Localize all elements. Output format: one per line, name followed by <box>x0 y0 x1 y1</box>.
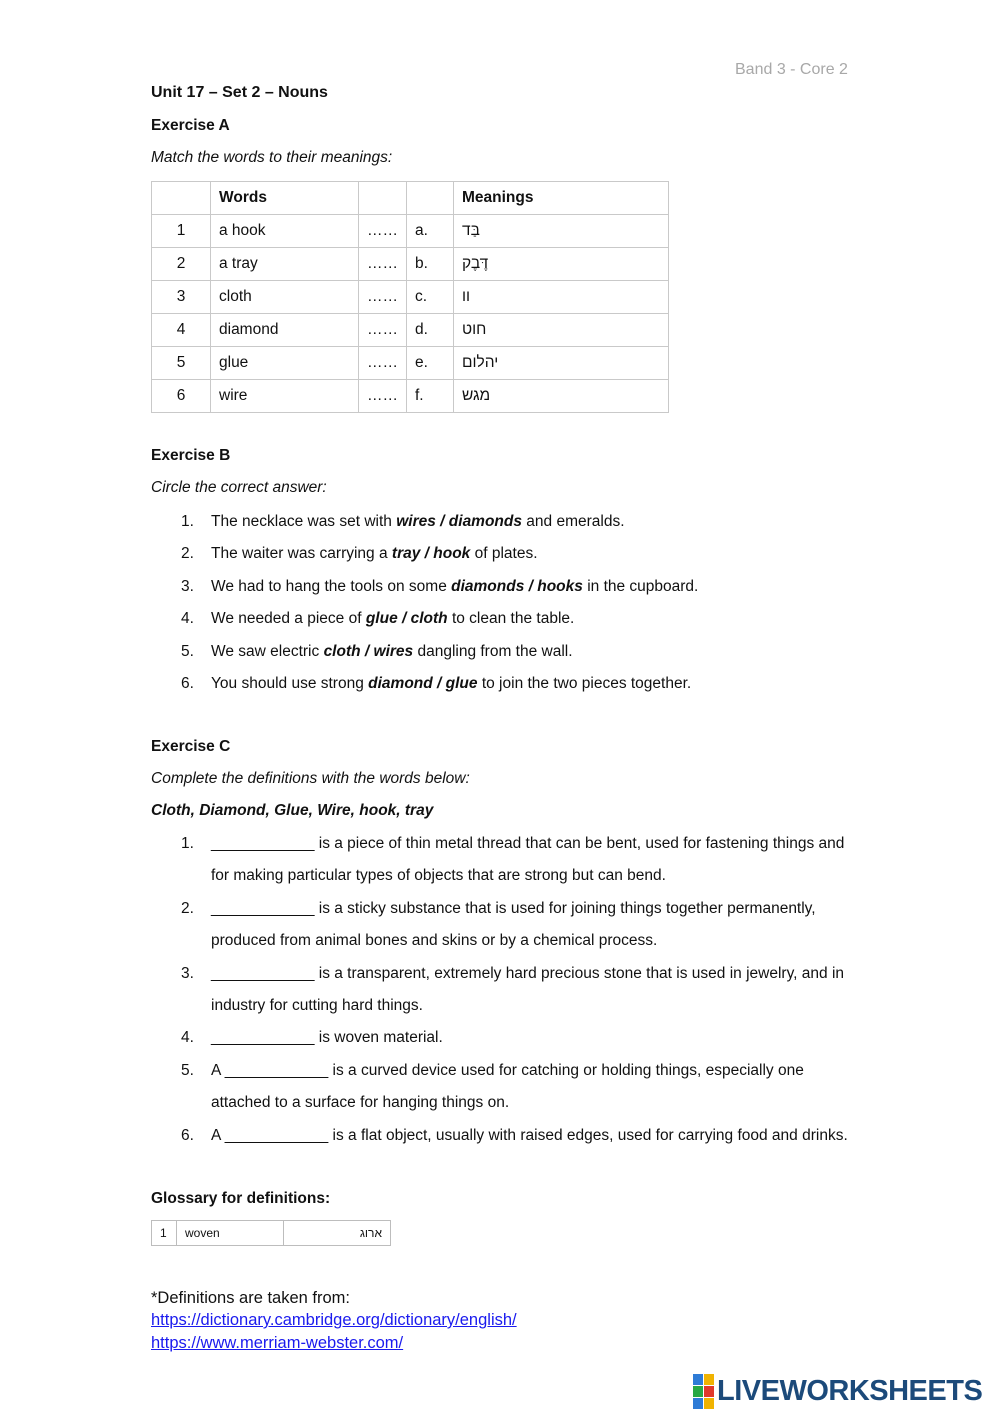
meaning-letter: d. <box>407 314 454 347</box>
glossary-number: 1 <box>152 1221 177 1246</box>
matching-table <box>151 181 669 413</box>
table-header-row <box>152 182 669 215</box>
word-cell: cloth <box>211 281 359 314</box>
list-item <box>181 958 861 1023</box>
item-number: 3. <box>181 577 194 595</box>
table-row <box>152 380 669 413</box>
item-number: 6. <box>181 674 194 692</box>
meaning-cell: דֶּבֶק <box>454 248 669 281</box>
answer-blank[interactable]: …… <box>359 347 407 380</box>
logo-text: LIVEWORKSHEETS <box>717 1375 983 1407</box>
row-number: 2 <box>152 248 211 281</box>
list-item <box>181 543 861 575</box>
glossary-meaning: ארוג <box>284 1221 391 1246</box>
row-number: 3 <box>152 281 211 314</box>
logo-square <box>704 1398 714 1409</box>
sentence-start: The necklace was set with <box>211 513 397 530</box>
meaning-cell: מגש <box>454 380 669 413</box>
definition-text[interactable]: ____________ is woven material. <box>211 1029 443 1047</box>
word-cell: glue <box>211 347 359 380</box>
table-row <box>152 347 669 380</box>
list-item <box>181 673 861 705</box>
exercise-b-instruction: Circle the correct answer: <box>151 479 327 496</box>
answer-choice[interactable]: tray / hook <box>391 545 471 563</box>
logo-square <box>704 1374 714 1385</box>
glossary-word: woven <box>177 1221 284 1246</box>
item-number: 5. <box>181 642 194 660</box>
list-item <box>181 576 861 608</box>
exercise-b-heading: Exercise B <box>151 447 231 464</box>
word-cell: diamond <box>211 314 359 347</box>
answer-blank[interactable]: …… <box>359 215 407 248</box>
row-number: 6 <box>152 380 211 413</box>
list-item <box>181 893 861 958</box>
item-number: 6. <box>181 1126 194 1144</box>
definition-text[interactable]: ____________ is a piece of thin metal thread that can be bent, used for fastening things and for making particular types of objects that are strong but can bend. <box>211 835 845 885</box>
definition-text[interactable]: A ____________ is a curved device used for catching or holding things, especially one attached to a surface for hanging things on. <box>211 1061 804 1112</box>
meaning-cell: יהלום <box>454 347 669 380</box>
list-item <box>181 608 861 640</box>
glossary-heading: Glossary for definitions: <box>151 1190 331 1207</box>
meaning-letter: b. <box>407 248 454 281</box>
meaning-letter: c. <box>407 281 454 314</box>
sentence-end: dangling from the wall. <box>413 642 573 660</box>
logo-square <box>704 1386 714 1397</box>
cambridge-link[interactable]: https://dictionary.cambridge.org/dictionary/english/ <box>151 1311 517 1329</box>
answer-blank[interactable]: …… <box>359 380 407 413</box>
glossary-table <box>151 1220 391 1246</box>
word-cell: wire <box>211 380 359 413</box>
item-number: 4. <box>181 1029 194 1047</box>
word-bank: Cloth, Diamond, Glue, Wire, hook, tray <box>151 802 434 819</box>
meaning-letter: e. <box>407 347 454 380</box>
meaning-cell: חוט <box>454 314 669 347</box>
logo-mark-icon <box>693 1374 714 1409</box>
table-row <box>152 1221 391 1246</box>
item-number: 5. <box>181 1061 194 1079</box>
meaning-cell: וו <box>454 281 669 314</box>
table-row <box>152 281 669 314</box>
exercise-c-instruction: Complete the definitions with the words below: <box>151 770 470 787</box>
list-item <box>181 511 861 543</box>
list-item <box>181 1055 861 1120</box>
answer-choice[interactable]: wires / diamonds <box>396 513 522 530</box>
item-number: 4. <box>181 610 194 628</box>
sentence-start: We had to hang the tools on some <box>211 577 452 595</box>
answer-blank[interactable]: …… <box>359 314 407 347</box>
list-item <box>181 1022 861 1054</box>
sentence-end: and emeralds. <box>522 513 625 530</box>
answer-choice[interactable]: cloth / wires <box>323 642 414 660</box>
table-row <box>152 215 669 248</box>
answer-choice[interactable]: glue / cloth <box>365 610 448 628</box>
answer-blank[interactable]: …… <box>359 281 407 314</box>
definition-text[interactable]: A ____________ is a flat object, usually with raised edges, used for carrying food and drinks. <box>211 1126 848 1144</box>
row-number: 4 <box>152 314 211 347</box>
row-number: 5 <box>152 347 211 380</box>
meaning-cell: בַּד <box>454 215 669 248</box>
item-number: 3. <box>181 964 194 982</box>
sources-label: *Definitions are taken from: <box>151 1289 351 1307</box>
item-number: 1. <box>181 835 194 852</box>
answer-choice[interactable]: diamonds / hooks <box>451 577 583 595</box>
definition-text[interactable]: ____________ is a sticky substance that is used for joining things together permanently, produced from animal bones and skins or by a chemical process. <box>211 899 816 950</box>
item-number: 1. <box>181 513 194 530</box>
logo-square <box>693 1374 703 1385</box>
exercise-a-heading: Exercise A <box>151 117 230 134</box>
word-cell: a tray <box>211 248 359 281</box>
liveworksheets-logo[interactable] <box>693 1374 982 1409</box>
table-row <box>152 248 669 281</box>
meaning-letter: f. <box>407 380 454 413</box>
answer-blank[interactable]: …… <box>359 248 407 281</box>
list-item <box>181 1120 861 1152</box>
exercise-a-instruction: Match the words to their meanings: <box>151 149 393 166</box>
table-row <box>152 314 669 347</box>
meaning-letter: a. <box>407 215 454 248</box>
sentence-end: of plates. <box>470 545 538 563</box>
row-number: 1 <box>152 215 211 248</box>
sentence-end: to clean the table. <box>447 610 575 628</box>
item-number: 2. <box>181 545 194 563</box>
sentence-start: We needed a piece of <box>211 610 366 628</box>
list-item <box>181 641 861 673</box>
exercise-c-heading: Exercise C <box>151 738 231 755</box>
item-number: 2. <box>181 899 194 917</box>
meanings-column-header: Meanings <box>454 182 669 215</box>
answer-choice[interactable]: diamond / glue <box>368 674 478 692</box>
sentence-start: You should use strong <box>211 674 369 692</box>
logo-square <box>693 1386 703 1397</box>
unit-title: Unit 17 – Set 2 – Nouns <box>151 84 328 101</box>
word-cell: a hook <box>211 215 359 248</box>
sentence-start: The waiter was carrying a <box>211 545 392 563</box>
definition-text[interactable]: ____________ is a transparent, extremely hard precious stone that is used in jewelry, and in industry for cutting hard things. <box>211 964 845 1015</box>
page-header-label: Band 3 - Core 2 <box>735 61 848 78</box>
sentence-end: in the cupboard. <box>582 577 699 595</box>
merriam-webster-link[interactable]: https://www.merriam-webster.com/ <box>151 1334 404 1352</box>
logo-square <box>693 1398 703 1409</box>
sentence-start: We saw electric <box>211 642 324 660</box>
exercise-b-list <box>181 511 861 705</box>
list-item <box>181 828 861 893</box>
exercise-c-list <box>181 828 861 1152</box>
sentence-end: to join the two pieces together. <box>477 674 692 692</box>
words-column-header: Words <box>211 182 359 215</box>
